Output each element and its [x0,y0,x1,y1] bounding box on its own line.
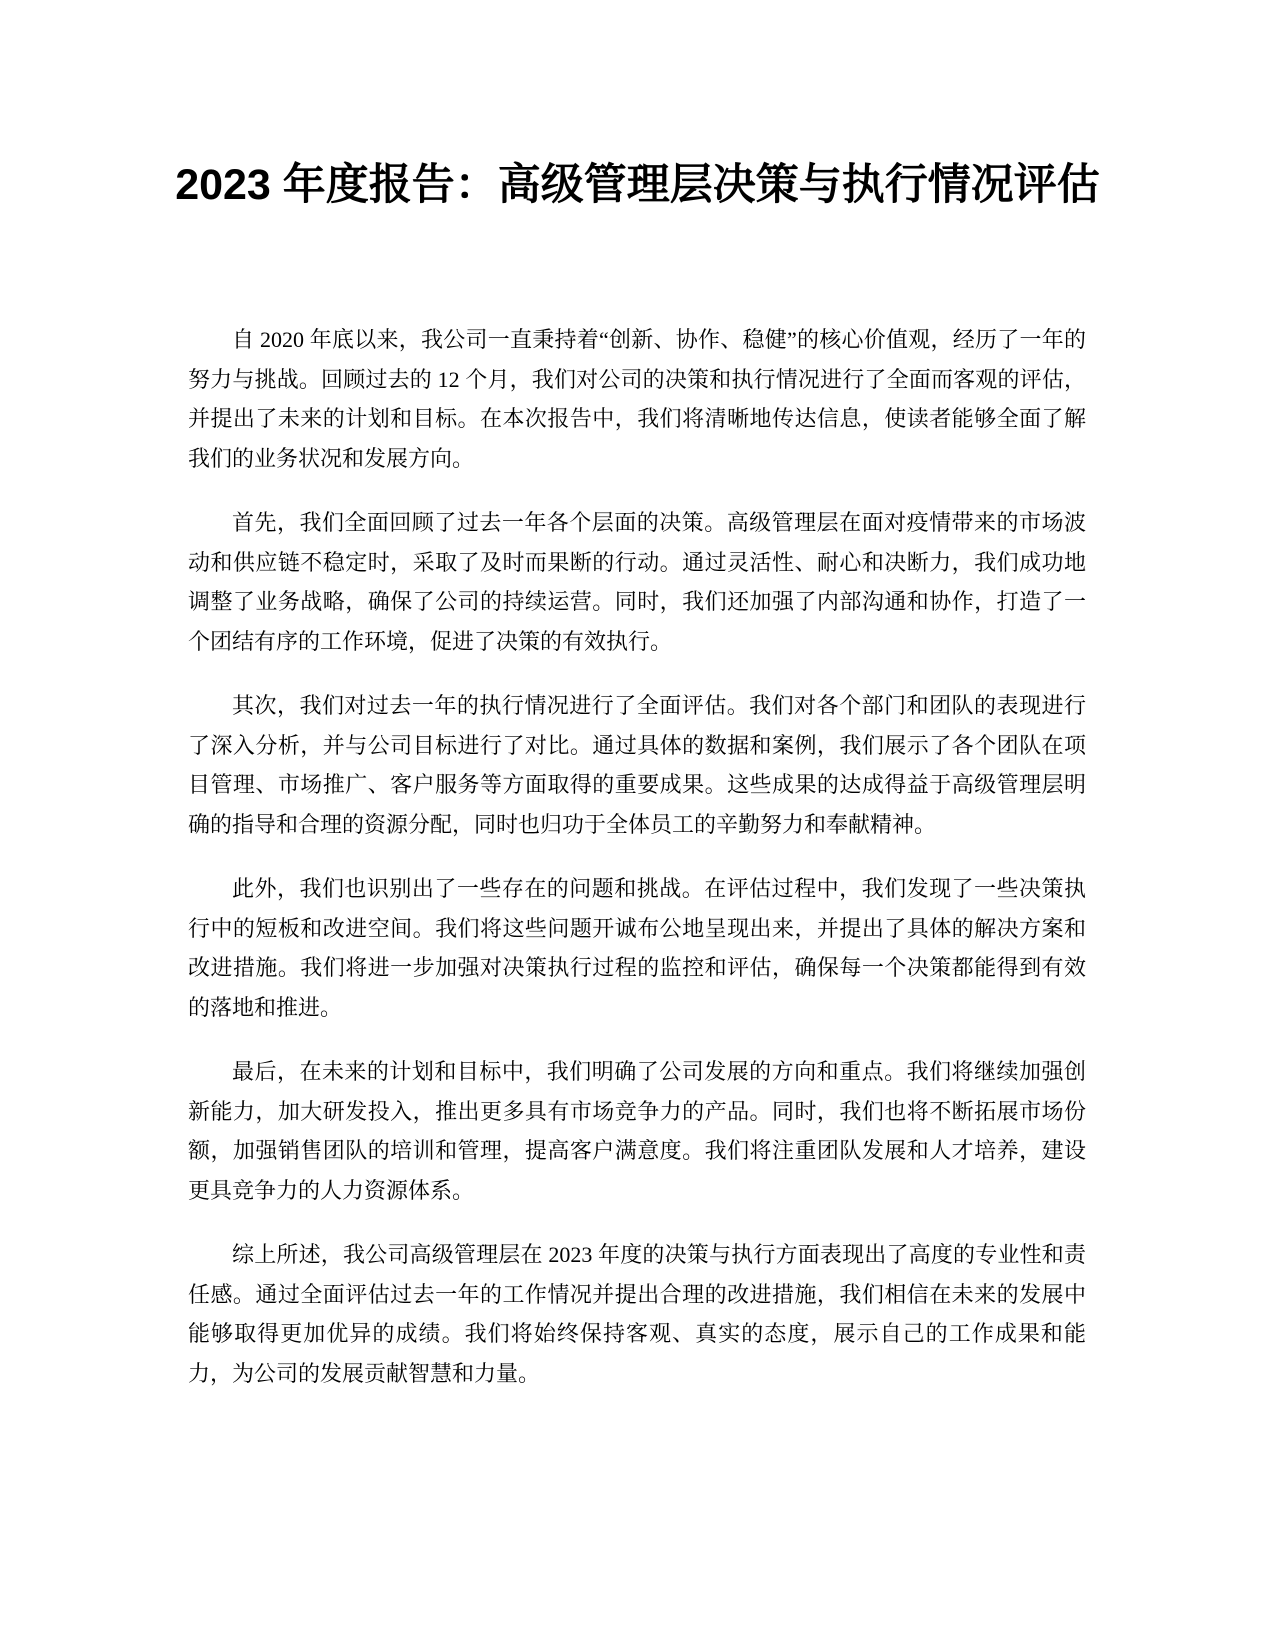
paragraph-intro: 自 2020 年底以来，我公司一直秉持着“创新、协作、稳健”的核心价值观，经历了一年的努力与挑战。回顾过去的 12 个月，我们对公司的决策和执行情况进行了全面而客观的评估，并提出了未来的计划和目标。在本次报告中，我们将清晰地传达信息，使读者能够全面了解我们的业务状况和发展方向。 [188,327,1086,471]
paragraph-conclusion: 综上所述，我公司高级管理层在 2023 年度的决策与执行方面表现出了高度的专业性和责任感。通过全面评估过去一年的工作情况并提出合理的改进措施，我们相信在未来的发展中能够取得更加优异的成绩。我们将始终保持客观、真实的态度，展示自己的工作成果和能力，为公司的发展贡献智慧和力量。 [188,1242,1086,1386]
paragraph-future-plans: 最后，在未来的计划和目标中，我们明确了公司发展的方向和重点。我们将继续加强创新能力，加大研发投入，推出更多具有市场竞争力的产品。同时，我们也将不断拓展市场份额，加强销售团队的培训和管理，提高客户满意度。我们将注重团队发展和人才培养，建设更具竞争力的人力资源体系。 [188,1059,1086,1203]
document-title: 2023 年度报告：高级管理层决策与执行情况评估 [175,161,1100,209]
document-body [188,320,1086,1418]
paragraph-execution: 其次，我们对过去一年的执行情况进行了全面评估。我们对各个部门和团队的表现进行了深入分析，并与公司目标进行了对比。通过具体的数据和案例，我们展示了各个团队在项目管理、市场推广、客户服务等方面取得的重要成果。这些成果的达成得益于高级管理层明确的指导和合理的资源分配，同时也归功于全体员工的辛勤努力和奉献精神。 [188,693,1086,837]
paragraph-issues: 此外，我们也识别出了一些存在的问题和挑战。在评估过程中，我们发现了一些决策执行中的短板和改进空间。我们将这些问题开诚布公地呈现出来，并提出了具体的解决方案和改进措施。我们将进一步加强对决策执行过程的监控和评估，确保每一个决策都能得到有效的落地和推进。 [188,876,1086,1020]
paragraph-decisions: 首先，我们全面回顾了过去一年各个层面的决策。高级管理层在面对疫情带来的市场波动和供应链不稳定时，采取了及时而果断的行动。通过灵活性、耐心和决断力，我们成功地调整了业务战略，确保了公司的持续运营。同时，我们还加强了内部沟通和协作，打造了一个团结有序的工作环境，促进了决策的有效执行。 [188,510,1086,654]
